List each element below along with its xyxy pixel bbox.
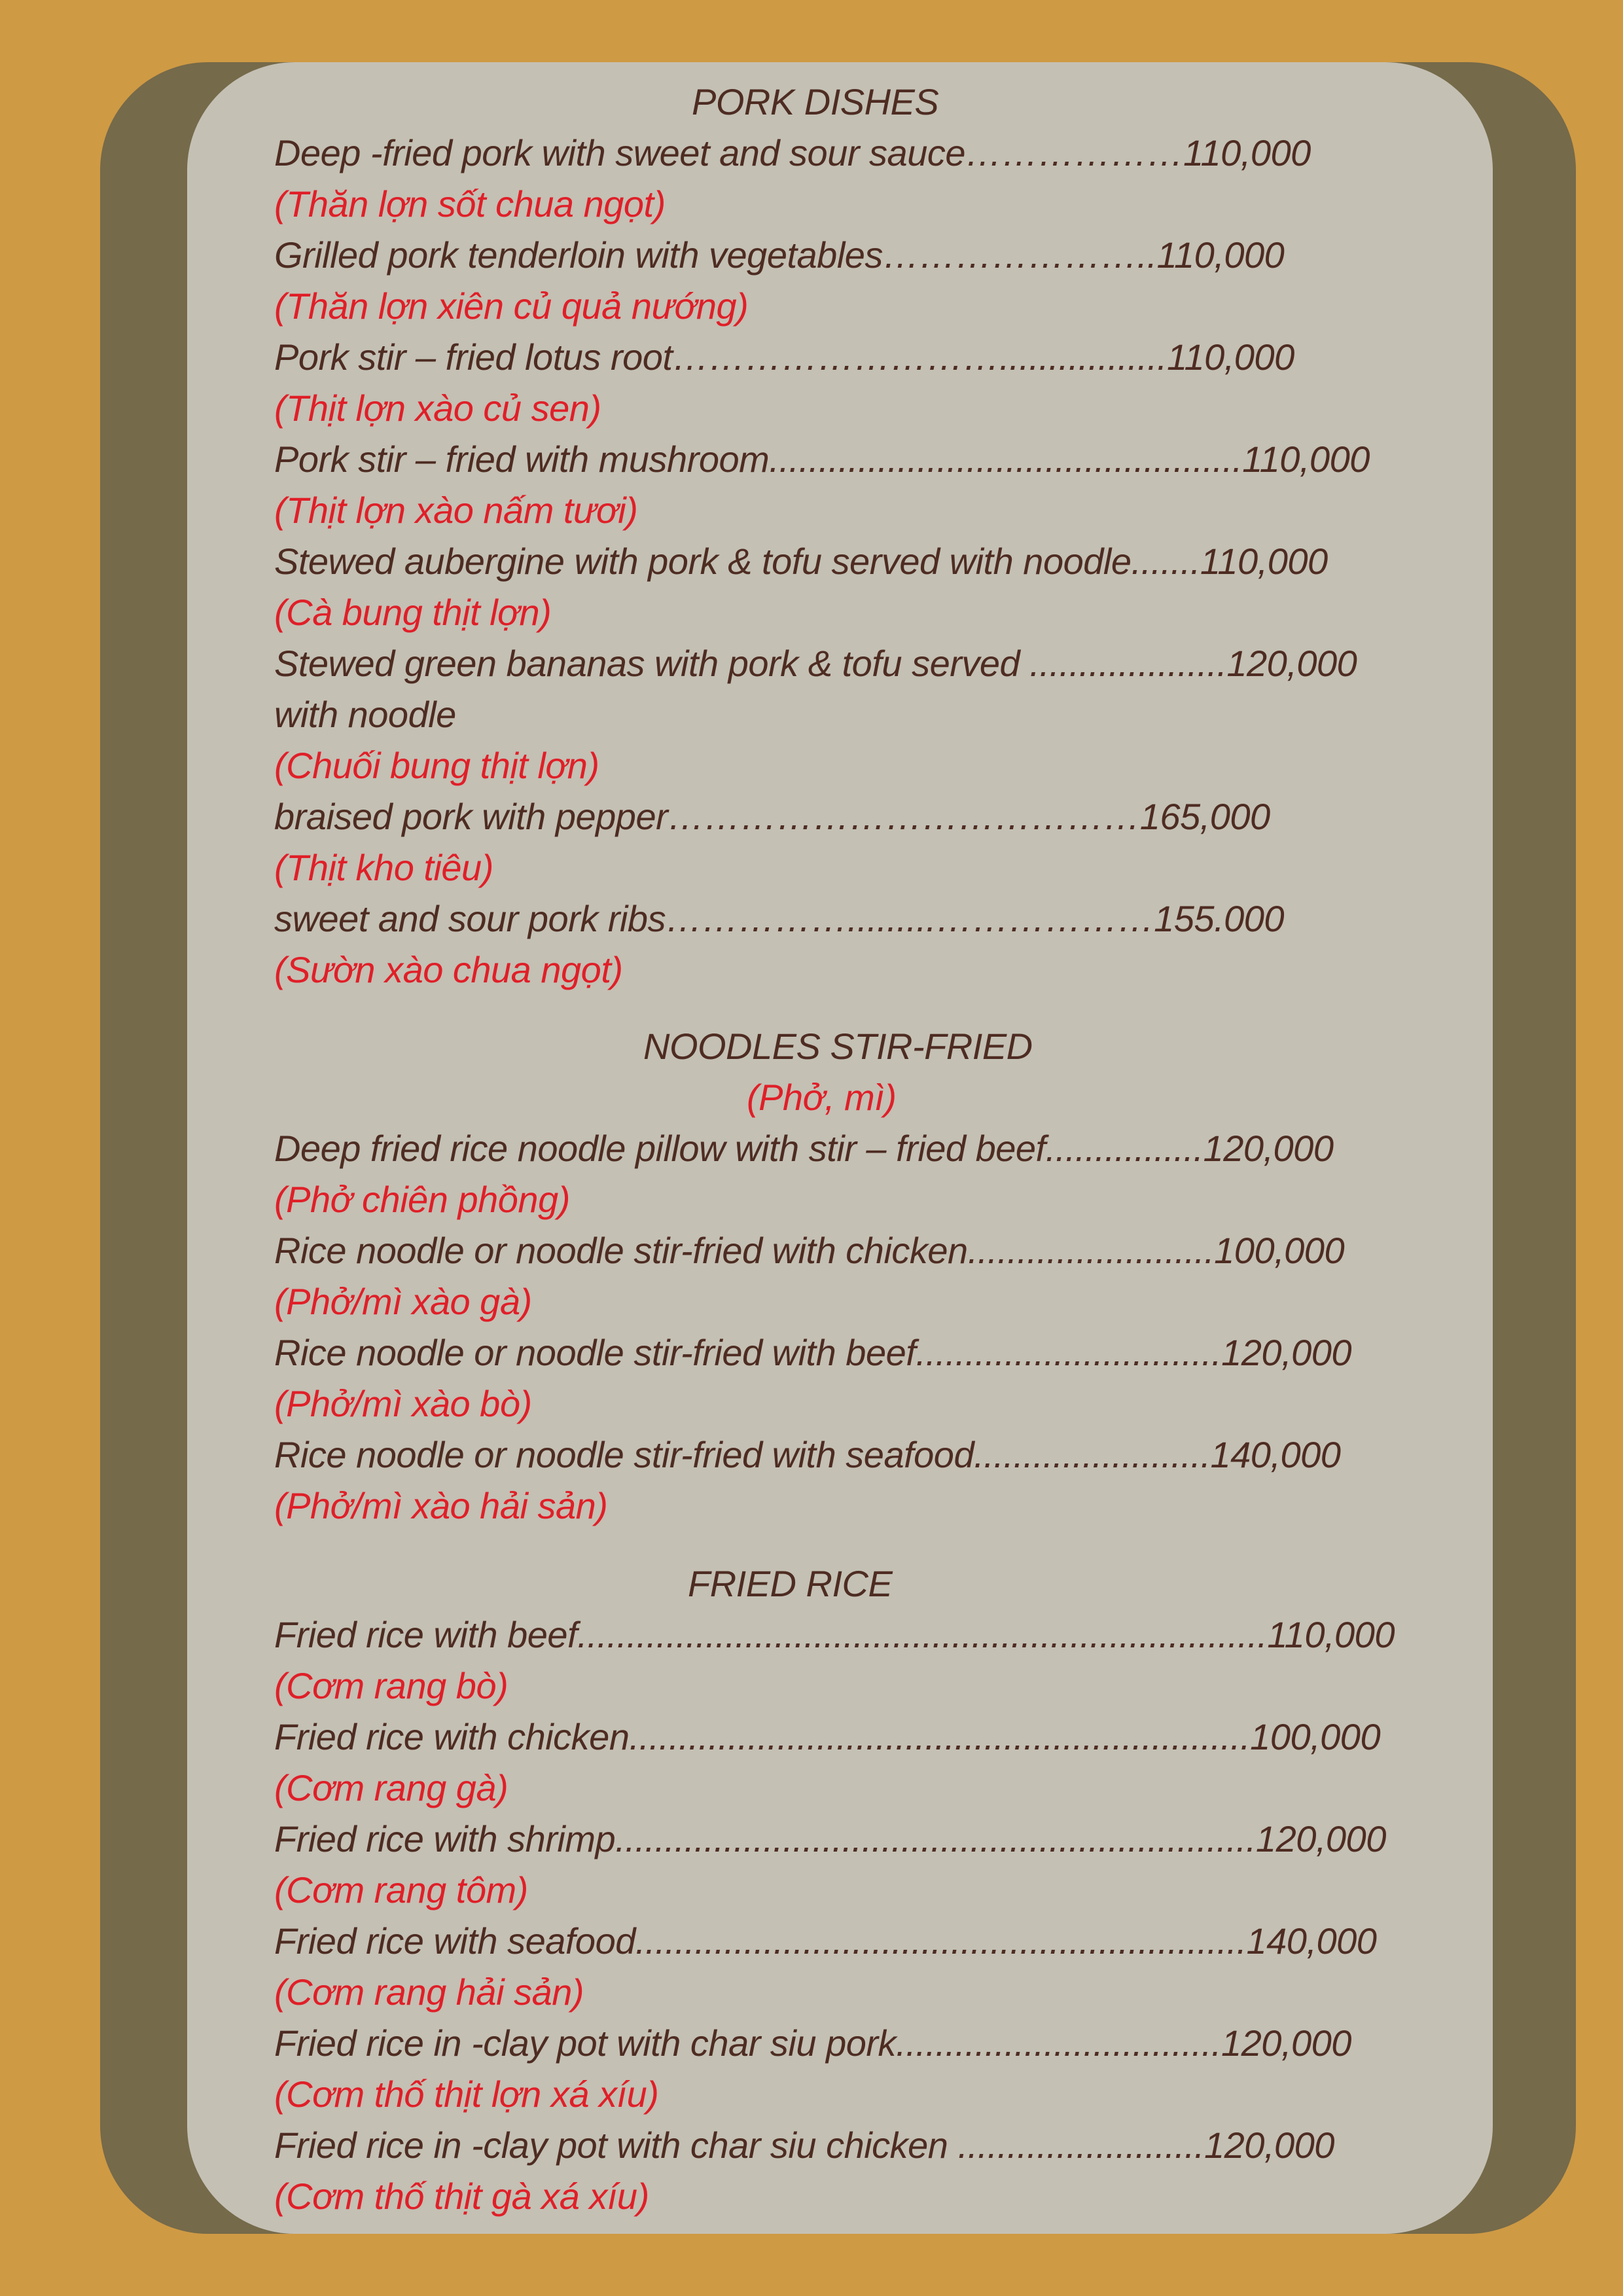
item-name: Fried rice with chicken bbox=[274, 1716, 630, 1757]
item-vietnamese-name: (Thịt lợn xào củ sen) bbox=[274, 387, 601, 429]
item-leader-dots: …………….........……………… bbox=[666, 898, 1154, 939]
item-vietnamese-name: (Phở chiên phồng) bbox=[274, 1179, 570, 1220]
menu-item bbox=[274, 1123, 1333, 1174]
section-title-noodles: NOODLES STIR-FRIED bbox=[643, 1026, 1033, 1067]
menu-item bbox=[274, 2120, 1334, 2171]
item-name: Fried rice in -clay pot with char siu chicken bbox=[274, 2125, 958, 2166]
menu-item bbox=[274, 536, 1328, 587]
item-name: Fried rice in -clay pot with char siu pork bbox=[274, 2022, 897, 2064]
menu-panel bbox=[187, 62, 1493, 2234]
item-vietnamese-name: (Thăn lợn sốt chua ngọt) bbox=[274, 183, 666, 224]
item-leader-dots: ....... bbox=[1131, 541, 1200, 582]
item-leader-dots: ......................... bbox=[967, 1230, 1215, 1271]
menu-item bbox=[274, 893, 1284, 944]
section-subtitle-noodles: (Phở, mì) bbox=[747, 1077, 897, 1118]
menu-item bbox=[274, 1327, 1351, 1378]
item-vietnamese-name: (Phở/mì xào hải sản) bbox=[274, 1485, 608, 1526]
menu-item bbox=[274, 1916, 1376, 1967]
menu-content bbox=[187, 62, 1493, 2234]
section-title-fried-rice: FRIED RICE bbox=[688, 1563, 893, 1604]
item-price: 120,000 bbox=[1203, 1128, 1334, 1169]
item-price: 120,000 bbox=[1221, 2022, 1351, 2064]
item-leader-dots: ……………… bbox=[965, 132, 1183, 173]
item-leader-dots: ................ bbox=[1045, 1128, 1204, 1169]
item-price: 140,000 bbox=[1210, 1434, 1341, 1475]
menu-item bbox=[274, 638, 1357, 689]
item-name: Rice noodle or noodle stir-fried with beef bbox=[274, 1332, 916, 1373]
menu-item bbox=[274, 332, 1294, 383]
menu-item bbox=[274, 128, 1311, 179]
item-name: Rice noodle or noodle stir-fried with chicken bbox=[274, 1230, 968, 1271]
item-price: 120,000 bbox=[1255, 1818, 1386, 1859]
menu-item bbox=[274, 1609, 1395, 1660]
item-name: Pork stir – fried lotus root bbox=[274, 336, 673, 378]
item-price: 100,000 bbox=[1214, 1230, 1345, 1271]
item-vietnamese-name: (Sườn xào chua ngọt) bbox=[274, 949, 623, 990]
section-title-pork: PORK DISHES bbox=[692, 81, 939, 122]
item-name: Stewed green bananas with pork & tofu served bbox=[274, 643, 1030, 684]
item-leader-dots: ............................................................... bbox=[629, 1716, 1251, 1757]
item-name: Fried rice with shrimp bbox=[274, 1818, 616, 1859]
item-name: Rice noodle or noodle stir-fried with seafood bbox=[274, 1434, 974, 1475]
item-vietnamese-name: (Cơm rang tôm) bbox=[274, 1869, 528, 1910]
item-vietnamese-name: (Cơm rang hải sản) bbox=[274, 1971, 584, 2013]
menu-item bbox=[274, 230, 1284, 281]
item-vietnamese-name: (Phở/mì xào gà) bbox=[274, 1281, 532, 1322]
item-leader-dots: ................................................................. bbox=[615, 1818, 1256, 1859]
item-price: 110,000 bbox=[1242, 439, 1370, 480]
item-leader-dots: ................................. bbox=[896, 2022, 1221, 2064]
item-vietnamese-name: (Phở/mì xào bò) bbox=[274, 1383, 532, 1424]
item-name: braised pork with pepper bbox=[274, 796, 668, 837]
item-price: 110,000 bbox=[1183, 132, 1311, 173]
item-name: Fried rice with seafood bbox=[274, 1920, 635, 1962]
item-price: 120,000 bbox=[1204, 2125, 1334, 2166]
item-vietnamese-name: (Thịt lợn xào nấm tươi) bbox=[274, 490, 638, 531]
item-name: Fried rice with beef bbox=[274, 1614, 578, 1655]
item-vietnamese-name: (Thăn lợn xiên củ quả nướng) bbox=[274, 285, 749, 327]
item-leader-dots: ………………………………… bbox=[668, 796, 1140, 837]
item-name: Pork stir – fried with mushroom bbox=[274, 439, 770, 480]
menu-item bbox=[274, 434, 1370, 485]
menu-item bbox=[274, 1712, 1380, 1763]
item-price: 110,000 bbox=[1200, 541, 1328, 582]
item-price: 110,000 bbox=[1166, 336, 1294, 378]
item-price: 120,000 bbox=[1221, 1332, 1352, 1373]
menu-item bbox=[274, 1225, 1344, 1276]
item-name: sweet and sour pork ribs bbox=[274, 898, 666, 939]
item-name: Stewed aubergine with pork & tofu served with noodle bbox=[274, 541, 1132, 582]
item-leader-dots: ........................ bbox=[974, 1434, 1211, 1475]
item-name: Grilled pork tenderloin with vegetables bbox=[274, 234, 883, 276]
item-price: 100,000 bbox=[1250, 1716, 1381, 1757]
menu-item bbox=[274, 1814, 1386, 1865]
item-leader-dots: .................... bbox=[1029, 643, 1227, 684]
item-leader-dots: ......................... bbox=[957, 2125, 1204, 2166]
item-vietnamese-name: (Cà bung thịt lợn) bbox=[274, 592, 552, 633]
item-leader-dots: ………………….. bbox=[882, 234, 1157, 276]
item-price: 110,000 bbox=[1156, 234, 1285, 276]
item-price: 140,000 bbox=[1246, 1920, 1377, 1962]
item-vietnamese-name: (Thịt kho tiêu) bbox=[274, 847, 493, 888]
item-leader-dots: ............................... bbox=[916, 1332, 1222, 1373]
item-vietnamese-name: (Cơm rang bò) bbox=[274, 1665, 508, 1706]
item-price: 120,000 bbox=[1226, 643, 1357, 684]
menu-item bbox=[274, 791, 1270, 842]
item-price: 165,000 bbox=[1139, 796, 1270, 837]
item-vietnamese-name: (Cơm thố thịt lợn xá xíu) bbox=[274, 2073, 659, 2115]
item-vietnamese-name: (Cơm thố thịt gà xá xíu) bbox=[274, 2176, 649, 2217]
item-price: 155.000 bbox=[1154, 898, 1285, 939]
item-leader-dots: ................................................ bbox=[769, 439, 1243, 480]
item-name: Deep -fried pork with sweet and sour sauce bbox=[274, 132, 965, 173]
item-leader-dots: ………………………................. bbox=[672, 336, 1167, 378]
item-leader-dots: .............................................................. bbox=[635, 1920, 1247, 1962]
item-name: Deep fried rice noodle pillow with stir – fried beef bbox=[274, 1128, 1046, 1169]
item-vietnamese-name: (Chuối bung thịt lợn) bbox=[274, 745, 599, 786]
item-leader-dots: ...................................................................... bbox=[577, 1614, 1268, 1655]
menu-item bbox=[274, 1429, 1340, 1480]
menu-item bbox=[274, 2018, 1351, 2069]
item-name-continued: with noodle bbox=[274, 694, 456, 735]
item-vietnamese-name: (Cơm rang gà) bbox=[274, 1767, 508, 1808]
item-price: 110,000 bbox=[1267, 1614, 1395, 1655]
